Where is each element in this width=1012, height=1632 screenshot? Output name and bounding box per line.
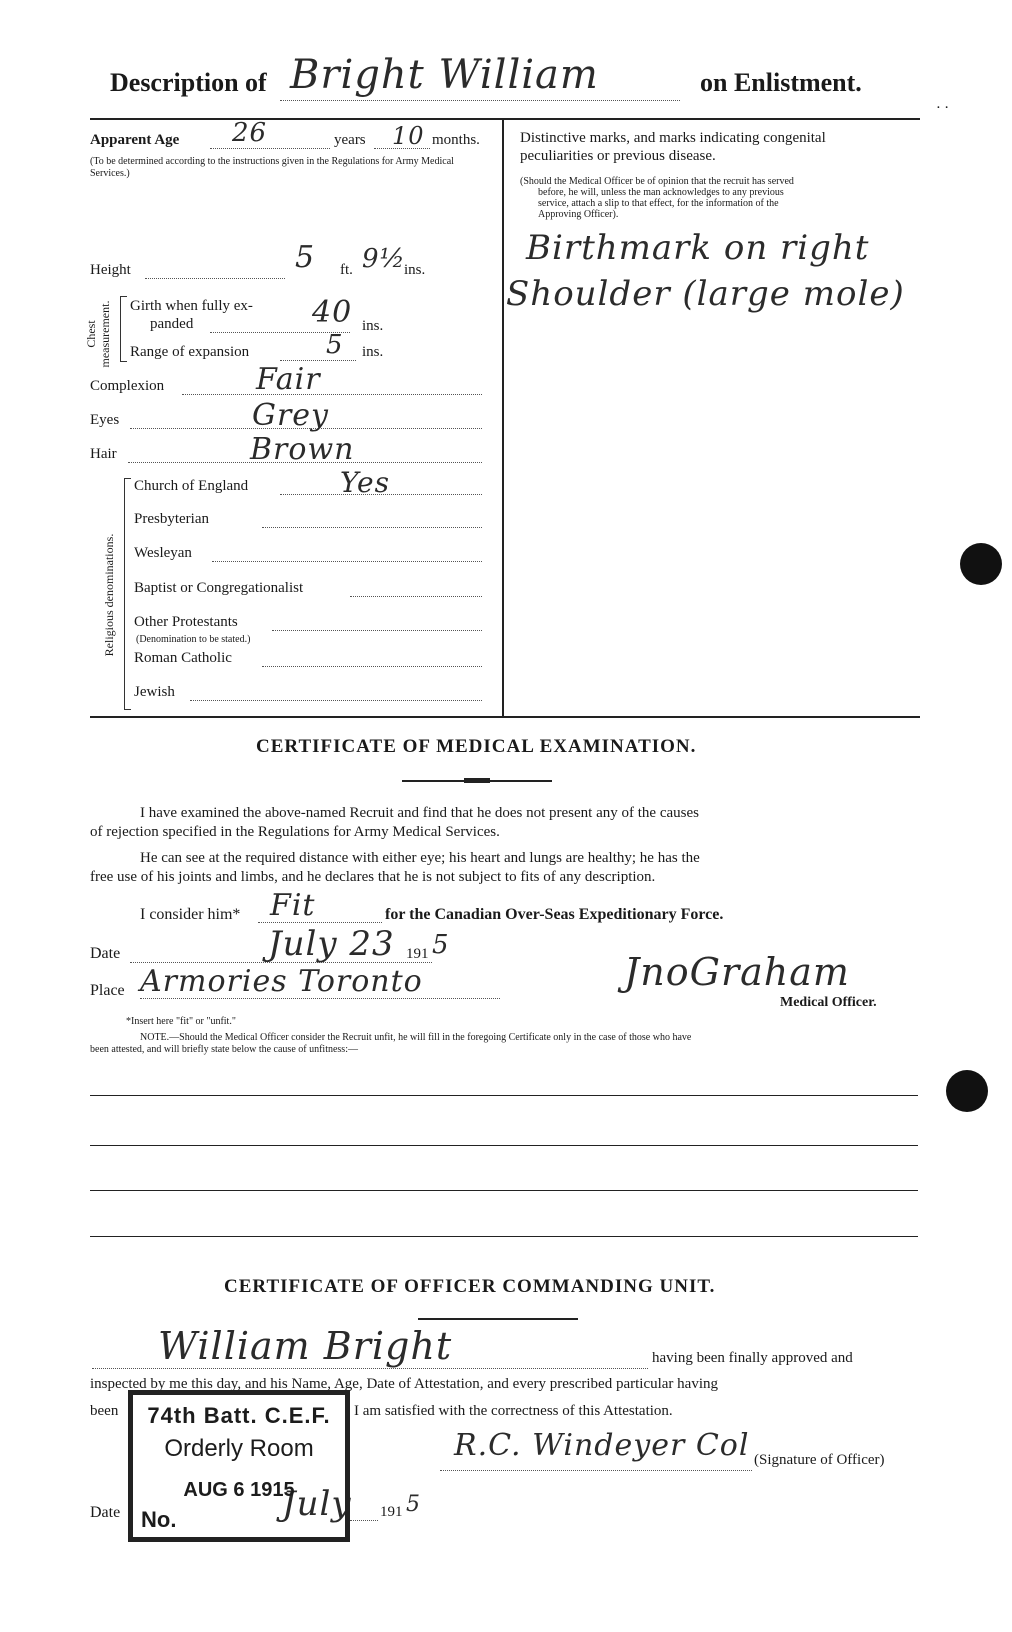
coe-line	[280, 494, 482, 495]
years-label: years	[334, 132, 366, 148]
girth-value: 40	[312, 295, 353, 330]
medical-date-label: Date	[90, 945, 121, 962]
unfitness-line-2	[90, 1145, 918, 1146]
medical-para2-line2: free use of his joints and limbs, and he declares that he is not subject to fits of any description.	[90, 869, 656, 885]
commanding-year-hw: 5	[406, 1492, 421, 1517]
medical-place-label: Place	[90, 982, 125, 999]
stamp-line3: AUG 6 1915	[183, 1479, 295, 1501]
commanding-line2: inspected by me this day, and his Name, Age, Date of Attestation, and every prescribed particular having	[90, 1376, 719, 1392]
medical-para2-line1: He can see at the required distance with either eye; his heart and lungs are healthy; he has the	[140, 850, 700, 866]
marks-note-1: (Should the Medical Officer be of opinion that the recruit has served	[520, 176, 794, 187]
header-mark: ⋅ ⋅	[936, 101, 950, 116]
age-label: Apparent Age	[90, 132, 180, 148]
consider-value: Fit	[270, 888, 316, 923]
consider-suffix: for the Canadian Over-Seas Expeditionary Force.	[385, 906, 724, 923]
commanding-date-line	[350, 1520, 378, 1521]
commanding-line1-suffix: having been finally approved and	[652, 1350, 853, 1366]
wesleyan-line	[212, 561, 482, 562]
religion-coe-value: Yes	[340, 466, 390, 499]
stamp-line2: Orderly Room	[164, 1435, 314, 1462]
commanding-title: CERTIFICATE OF OFFICER COMMANDING UNIT.	[224, 1276, 716, 1297]
commanding-title-rule	[418, 1318, 578, 1320]
unfitness-line-1	[90, 1095, 918, 1096]
commanding-signature-line	[440, 1470, 752, 1471]
medical-date-value: July 23	[268, 924, 395, 964]
medical-date-year: 191	[406, 946, 429, 962]
column-divider	[502, 118, 504, 718]
commanding-year: 191	[380, 1504, 403, 1520]
height-ft-value: 5	[295, 240, 316, 275]
catholic-line	[262, 666, 482, 667]
age-months-line	[374, 148, 430, 149]
orderly-room-stamp	[128, 1390, 350, 1542]
jewish-line	[190, 700, 482, 701]
medical-place-line	[140, 998, 500, 999]
medical-officer-signature: JnoGraham	[624, 950, 850, 994]
medical-officer-label: Medical Officer.	[780, 995, 877, 1010]
medical-para1-line2: of rejection specified in the Regulations for Army Medical Services.	[90, 824, 500, 840]
chest-side-label: Chest measurement.	[84, 300, 112, 368]
complexion-label: Complexion	[90, 378, 165, 394]
age-months-value: 10	[392, 122, 425, 150]
height-ft-label: ft.	[340, 262, 353, 278]
medical-place-value: Armories Toronto	[140, 964, 423, 999]
religion-presbyterian-label: Presbyterian	[134, 511, 209, 527]
religion-wesleyan-label: Wesleyan	[134, 545, 192, 561]
girth-ins-label: ins.	[362, 318, 384, 334]
eyes-line	[130, 428, 482, 429]
religion-baptist-label: Baptist or Congregationalist	[134, 580, 304, 596]
range-line	[280, 360, 356, 361]
chest-bracket	[120, 296, 127, 362]
girth-label-1: Girth when fully ex-	[130, 298, 253, 314]
age-note: (To be determined according to the instructions given in the Regulations for Army Medical Services.)	[90, 156, 454, 179]
medical-title: CERTIFICATE OF MEDICAL EXAMINATION.	[256, 736, 697, 757]
commanding-line3-prefix: been	[90, 1403, 119, 1419]
marks-label-2: peculiarities or previous disease.	[520, 148, 716, 164]
religion-side-label: Religious denominations.	[102, 533, 116, 657]
complexion-value: Fair	[256, 362, 321, 397]
punch-hole-top	[960, 543, 1002, 585]
header-prefix: Description of	[110, 68, 267, 97]
marks-value-1: Birthmark on right	[526, 228, 870, 268]
range-label: Range of expansion	[130, 344, 250, 360]
eyes-label: Eyes	[90, 412, 120, 428]
stamp-no-label: No.	[141, 1507, 177, 1532]
commanding-signature: R.C. Windeyer Col	[454, 1428, 750, 1463]
hair-value: Brown	[250, 432, 355, 467]
marks-note-2: before, he will, unless the man acknowledges to any previous	[538, 187, 784, 198]
medical-note-line2: been attested, and will briefly state below the cause of unfitness:—	[90, 1044, 358, 1055]
other-line	[272, 630, 482, 631]
section-bottom-rule	[90, 716, 920, 718]
religion-other-note: (Denomination to be stated.)	[136, 634, 251, 645]
eyes-value: Grey	[252, 398, 330, 433]
header-suffix: on Enlistment.	[700, 68, 862, 97]
recruit-name-handwritten: Bright William	[290, 52, 599, 98]
height-lead-line	[145, 278, 285, 279]
presbyterian-line	[262, 527, 482, 528]
commanding-line3-suffix: I am satisfied with the correctness of this Attestation.	[354, 1403, 673, 1419]
hair-line	[128, 462, 482, 463]
commanding-name-value: William Bright	[158, 1324, 453, 1368]
age-years-line	[210, 148, 330, 149]
height-ins-label: ins.	[404, 262, 426, 278]
months-label: months.	[432, 132, 480, 148]
stamp-line1: 74th Batt. C.E.F.	[147, 1403, 331, 1428]
religion-jewish-label: Jewish	[134, 684, 175, 700]
range-ins-label: ins.	[362, 344, 384, 360]
marks-note-3: service, attach a slip to that effect, for the information of the	[538, 198, 779, 209]
consider-label: I consider him*	[140, 906, 241, 923]
punch-hole-bottom	[946, 1070, 988, 1112]
marks-label-1: Distinctive marks, and marks indicating congenital	[520, 130, 826, 146]
insert-note: *Insert here "fit" or "unfit."	[126, 1016, 236, 1027]
header-name-line	[280, 100, 680, 101]
commanding-date-value: July	[282, 1484, 352, 1524]
girth-label-2: panded	[150, 316, 194, 332]
consider-line	[258, 922, 382, 923]
medical-note-line1: NOTE.—Should the Medical Officer consider the Recruit unfit, he will fill in the foregoing Certificate only in the case of those who have	[140, 1032, 692, 1043]
age-years-value: 26	[232, 118, 268, 148]
commanding-name-line	[92, 1368, 648, 1369]
religion-catholic-label: Roman Catholic	[134, 650, 232, 666]
religion-other-label: Other Protestants	[134, 614, 238, 630]
height-ins-value: 9½	[362, 244, 406, 274]
unfitness-line-3	[90, 1190, 918, 1191]
medical-date-year-hw: 5	[432, 930, 450, 960]
religion-coe-label: Church of England	[134, 478, 249, 494]
top-rule	[90, 118, 920, 120]
commanding-date-label: Date	[90, 1504, 121, 1521]
religion-bracket	[124, 478, 131, 710]
medical-para1-line1: I have examined the above-named Recruit and find that he does not present any of the causes	[140, 805, 699, 821]
commanding-signature-label: (Signature of Officer)	[754, 1452, 885, 1468]
marks-value-2: Shoulder (large mole)	[506, 274, 905, 314]
baptist-line	[350, 596, 482, 597]
height-label: Height	[90, 262, 131, 278]
range-value: 5	[326, 330, 344, 360]
marks-note-4: Approving Officer).	[538, 209, 619, 220]
hair-label: Hair	[90, 446, 117, 462]
unfitness-line-4	[90, 1236, 918, 1237]
complexion-line	[182, 394, 482, 395]
medical-title-rule-mark	[464, 778, 490, 783]
